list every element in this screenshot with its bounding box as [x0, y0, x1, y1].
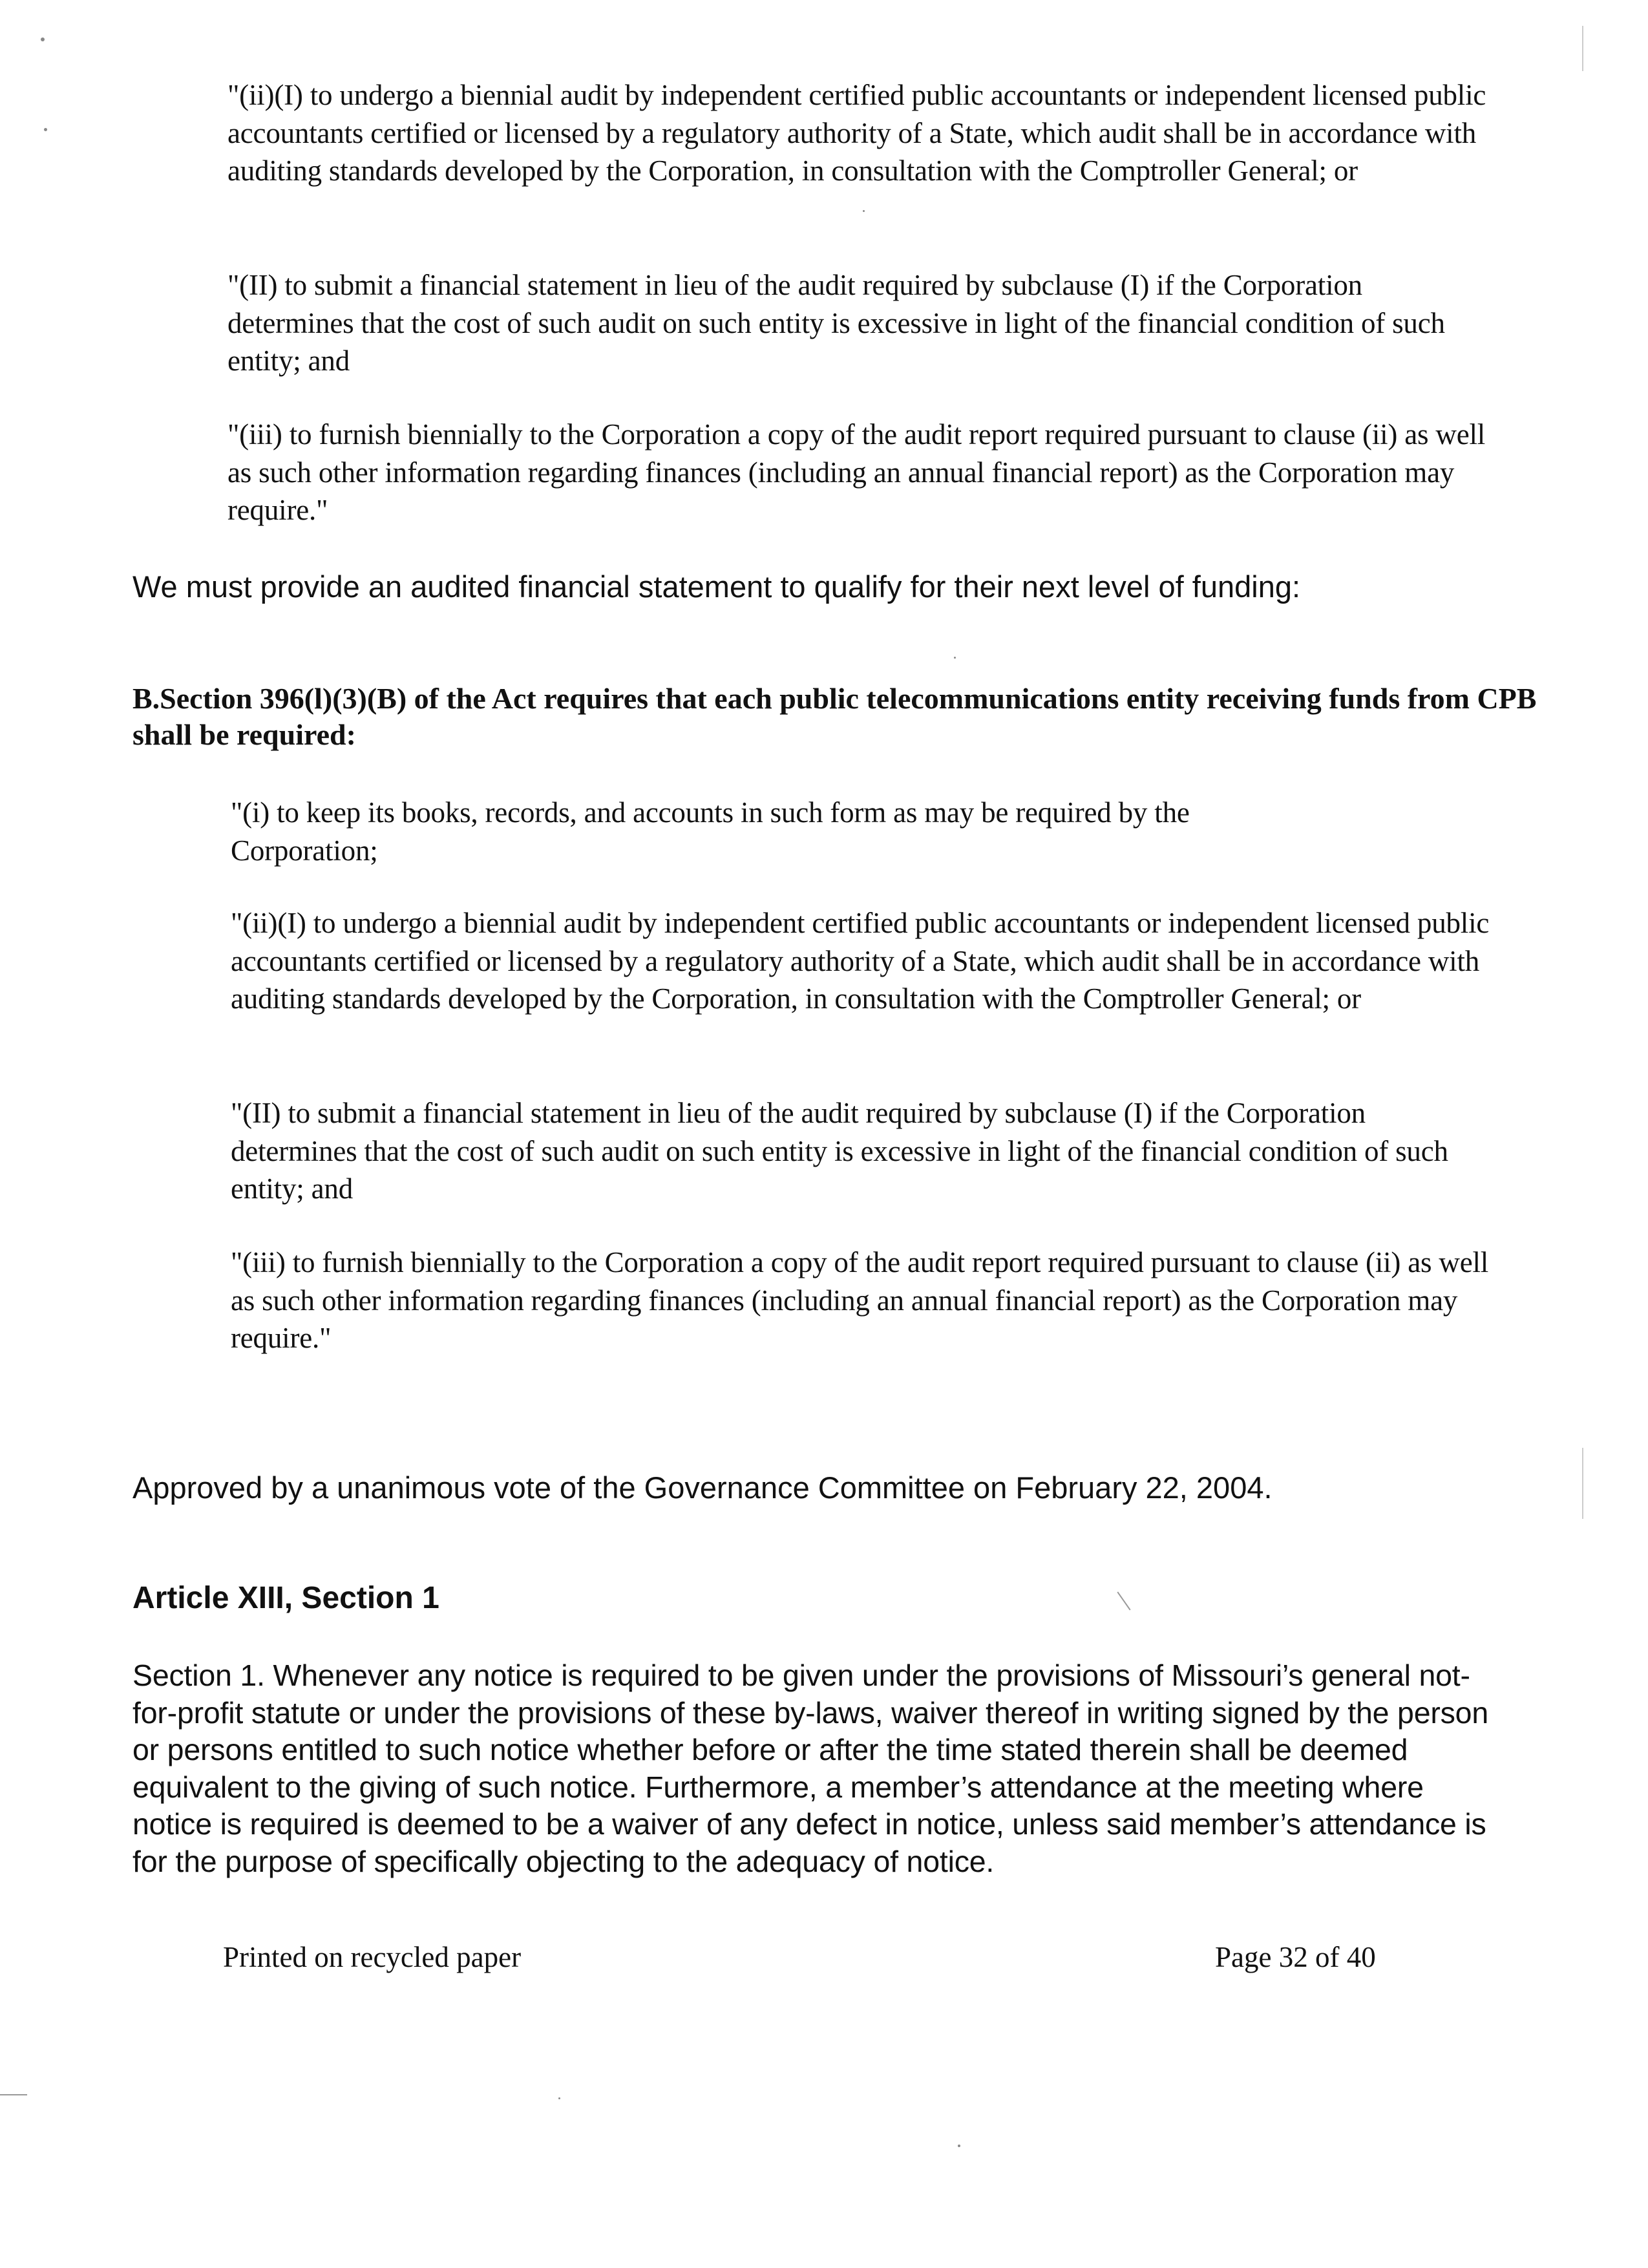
- scan-speck: [954, 657, 956, 659]
- clause-ii-I-second: "(ii)(I) to undergo a biennial audit by independent certified public accountants or independent licensed public accountants certified or licensed by a regulatory authority of a State, which audit shall be in accordance with auditing standards developed by the Corporation, in consultation with the Comptroller General; or: [231, 907, 1490, 1015]
- clause-II-first: "(II) to submit a financial statement in lieu of the audit required by subclause (I) if the Corporation determines that the cost of such audit on such entity is excessive in light of the financial condition of such entity; and: [227, 269, 1445, 377]
- clause-iii-first: "(iii) to furnish biennially to the Corporation a copy of the audit report required pursuant to clause (ii) as well as such other information regarding finances (including an annual financial report) as the Corporation may require.": [227, 418, 1486, 526]
- clause-II-second: "(II) to submit a financial statement in lieu of the audit required by subclause (I) if the Corporation determines that the cost of such audit on such entity is excessive in light of the financial condition of such entity; and: [231, 1097, 1448, 1205]
- scan-edge-mark: [1582, 26, 1583, 71]
- funding-statement: We must provide an audited financial statement to qualify for their next level of funding:: [132, 569, 1301, 604]
- approval-statement: Approved by a unanimous vote of the Governance Committee on February 22, 2004.: [132, 1470, 1273, 1505]
- scan-edge-mark: [1582, 1448, 1583, 1519]
- scan-edge-mark: [0, 2094, 27, 2095]
- scan-speck: [558, 2097, 560, 2099]
- scan-speck: [44, 128, 47, 131]
- section-b-heading: B.Section 396(l)(3)(B) of the Act requires that each public telecommunications entity receiving funds from CPB shall be required:: [132, 682, 1537, 751]
- clause-i-second: "(i) to keep its books, records, and accounts in such form as may be required by the Corporation;: [231, 796, 1190, 867]
- clause-ii-I-first: "(ii)(I) to undergo a biennial audit by independent certified public accountants or independent licensed public accountants certified or licensed by a regulatory authority of a State, which audit shall be in accordance with auditing standards developed by the Corporation, in consultation with the Comptroller General; or: [227, 79, 1486, 187]
- scan-speck: [958, 2145, 960, 2147]
- article-heading: Article XIII, Section 1: [132, 1581, 439, 1615]
- clause-iii-second: "(iii) to furnish biennially to the Corporation a copy of the audit report required pursuant to clause (ii) as well as such other information regarding finances (including an annual financial report) as the Corporation may require.": [231, 1246, 1489, 1354]
- footer-page-number: Page 32 of 40: [1215, 1941, 1376, 1973]
- scan-speck: [41, 37, 45, 41]
- footer-recycled-note: Printed on recycled paper: [223, 1941, 522, 1973]
- scan-speck: [863, 210, 865, 212]
- article-body: Section 1. Whenever any notice is required to be given under the provisions of Missouri’s general not-for-profit statute or under the provisions of these by-laws, waiver thereof in writing signed by the person or persons entitled to such notice whether before or after the time stated therein shall be deemed equivalent to the giving of such notice. Furthermore, a member’s attendance at the meeting where notice is required is deemed to be a waiver of any defect in notice, unless said member’s attendance is for the purpose of specifically objecting to the adequacy of notice.: [132, 1659, 1489, 1878]
- scan-stroke-mark: [1117, 1592, 1130, 1611]
